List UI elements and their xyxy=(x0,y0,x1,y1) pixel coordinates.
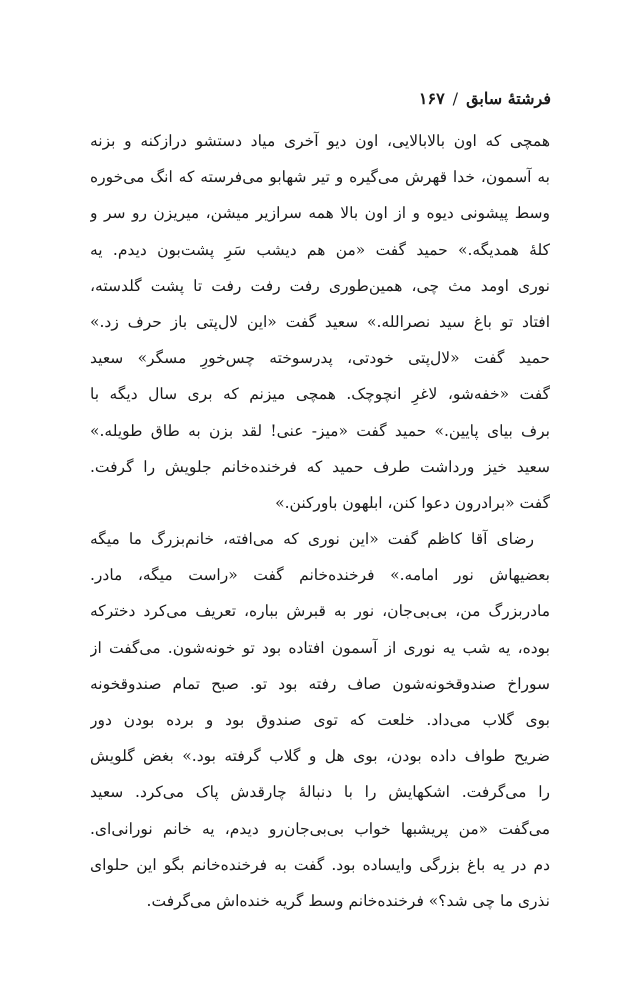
body-text xyxy=(90,123,550,923)
text-line: را می‌گرفت. اشکهایش را با دنبالهٔ چارقدش پاک می‌کرد. سعید xyxy=(90,783,550,802)
header-separator: / xyxy=(452,89,459,108)
running-header xyxy=(419,86,551,112)
text-line: سوراخ صندوقخونه‌شون صاف رفته بود تو. صبح تمام صندوقخونه xyxy=(90,674,550,693)
text-line: وسط پیشونی دیوه و از اون بالا همه سرازیر میشن، میریزن رو سر و xyxy=(90,204,550,223)
text-line: مادربزرگ من، بی‌بی‌جان، نور به قبرش بباره، تعریف می‌کرد دخترکه xyxy=(90,602,550,621)
text-line: رضای آقا کاظم گفت «این نوری که می‌افته، خانم‌بزرگ ما میگه xyxy=(90,530,534,549)
text-line: نذری ما چی شد؟» فرخنده‌خانم وسط گریه خنده‌اش می‌گرفت. xyxy=(146,891,550,910)
text-line: بوی گلاب می‌داد. خلعت که توی صندوق بود و برده بودن دور xyxy=(90,711,550,729)
text-line: به آسمون، خدا قهرش می‌گیره و تیر شهابو می‌فرسته که انگ می‌خوره xyxy=(90,168,550,187)
page-number: ۱۶۷ xyxy=(418,89,445,108)
text-line: ضریح طواف داده بودن، بوی هل و گلاب گرفته بود.» بغض گلویش xyxy=(90,747,550,766)
text-line: گفت «برادرون دعوا کنن، ابلهون باورکنن.» xyxy=(275,493,550,512)
text-line: بوده، یه شب یه نوری از آسمون افتاده بود تو خونه‌شون. می‌گفت از xyxy=(90,638,550,657)
text-line: می‌گفت «من پریشبها خواب بی‌بی‌جان‌رو دیدم، یه خانم نورانی‌ای. xyxy=(90,819,550,838)
text-line: برف بیای پایین.» حمید گفت «میز- عنی! لقد بزن به طاق طویله.» xyxy=(90,421,550,440)
text-line: سعید خیز ورداشت طرف حمید که فرخنده‌خانم جلویش را گرفت. xyxy=(90,457,550,476)
book-title: فرشتهٔ سابق xyxy=(466,89,551,108)
text-line: بعضیهاش نور امامه.» فرخنده‌خانم گفت «راست میگه، مادر. xyxy=(90,566,550,585)
text-line: همچی که اون بالابالایی، اون دیو آخری میاد دستشو درازکنه و بزنه xyxy=(90,132,550,150)
paragraph xyxy=(90,521,550,919)
text-line: گفت «خفه‌شو، لاغرِ انچوچک. همچی میزنم که بری سال دیگه با xyxy=(90,385,550,404)
text-line: افتاد تو باغ سید نصرالله.» سعید گفت «این لال‌پتی باز حرف زد.» xyxy=(90,312,550,331)
text-line: نوری اومد مث چی، همین‌طوری رفت رفت رفت تا پشت گلدسته، xyxy=(90,276,550,295)
text-line: دم در یه باغ بزرگی وایساده بود. گفت به فرخنده‌خانم بگو این حلوای xyxy=(90,855,550,874)
text-line: کلهٔ همدیگه.» حمید گفت «من هم دیشب سَرِ پشت‌بون دیدم. یه xyxy=(90,240,550,259)
paragraph xyxy=(90,123,550,521)
text-line: حمید گفت «لال‌پتی خودتی، پدرسوخته چس‌خورِ مسگر» سعید xyxy=(90,349,550,368)
